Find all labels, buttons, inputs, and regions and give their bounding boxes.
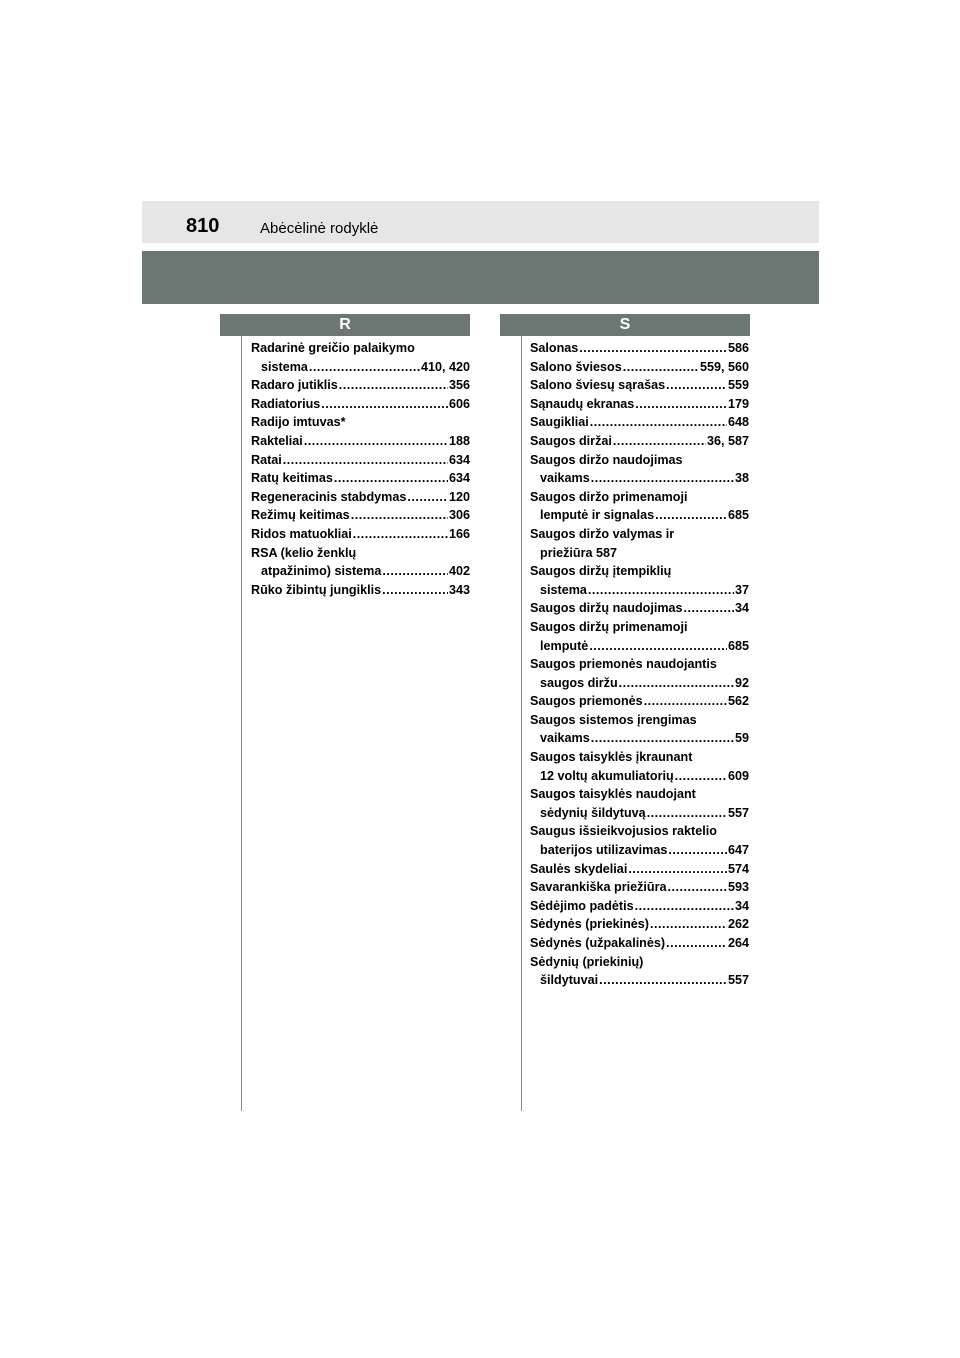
index-entry: [530, 413, 749, 432]
entry-page-number: 634: [448, 452, 470, 467]
entry-page-number: 343: [448, 582, 470, 597]
entry-leader-row: [530, 729, 749, 748]
index-entry: [251, 469, 470, 488]
leader-dots: [407, 488, 448, 507]
entry-page-number: 557: [727, 973, 749, 988]
entry-term: Salonas: [530, 341, 579, 355]
entry-leader-row: [530, 915, 749, 934]
index-entry: [251, 395, 470, 414]
entry-page-number: 36, 587: [706, 433, 749, 448]
entry-page-number: 120: [448, 489, 470, 504]
entry-term: saugos diržu: [540, 675, 618, 690]
leader-dots: [590, 413, 727, 432]
entry-leader-row: [530, 897, 749, 916]
entry-term: atpažinimo) sistema: [261, 564, 382, 579]
entry-term: šildytuvai: [540, 973, 599, 988]
leader-dots: [351, 506, 448, 525]
entry-leader-row: [251, 488, 470, 507]
index-entry: [530, 525, 749, 562]
index-entry: [530, 878, 749, 897]
entry-leader-row: [530, 971, 749, 990]
entry-text: priežiūra 587: [540, 545, 618, 560]
entry-term: Sėdynės (priekinės): [530, 917, 649, 932]
index-entry: [530, 432, 749, 451]
entry-page-number: 562: [727, 694, 749, 709]
leader-dots: [591, 469, 734, 488]
entry-term: lemputė: [540, 638, 589, 653]
index-entry: [251, 581, 470, 600]
index-entry: [251, 525, 470, 544]
entry-term: Saugos diržų naudojimas: [530, 601, 683, 616]
index-entry: [530, 897, 749, 916]
entry-leader-row: [530, 413, 749, 432]
entry-leader-row: [530, 358, 749, 377]
index-entry: [530, 488, 749, 525]
entry-leader-row: [530, 469, 749, 488]
entry-term: vaikams: [540, 471, 590, 486]
entry-page-number: 34: [734, 601, 749, 616]
entry-page-number: 92: [734, 675, 749, 690]
entry-leader-row: [251, 376, 470, 395]
index-entry: [530, 934, 749, 953]
entry-term: Ridos matuokliai: [251, 526, 352, 541]
leader-dots: [309, 358, 420, 377]
leader-dots: [647, 804, 727, 823]
entry-leader-row: [530, 376, 749, 395]
leader-dots: [675, 767, 727, 786]
leader-dots: [599, 971, 727, 990]
index-entry: [530, 358, 749, 377]
entry-text: Saugos diržo naudojimas: [530, 452, 683, 467]
column-rule-r: [241, 336, 242, 1111]
entry-page-number: 557: [727, 805, 749, 820]
index-column-r: [251, 339, 470, 599]
entry-page-number: 410, 420: [420, 359, 470, 374]
entry-text: Saugos priemonės naudojantis: [530, 657, 717, 672]
entry-leader-row: [251, 581, 470, 600]
section-letter-s: S: [500, 314, 750, 336]
entry-leader-row: [530, 878, 749, 897]
entry-page-number: 586: [727, 341, 749, 355]
leader-dots: [382, 581, 448, 600]
leader-dots: [321, 395, 448, 414]
entry-page-number: 37: [734, 582, 749, 597]
entry-leader-row: [530, 934, 749, 953]
index-entry: [530, 395, 749, 414]
entry-term: Regeneracinis stabdymas: [251, 489, 407, 504]
entry-term: Saugos diržai: [530, 433, 612, 448]
entry-term: Rakteliai: [251, 433, 303, 448]
entry-text: Radijo imtuvas*: [251, 415, 346, 430]
entry-text: Saugos taisyklės naudojant: [530, 787, 696, 802]
index-entry: [530, 655, 749, 692]
entry-leader-row: [530, 841, 749, 860]
entry-term: Saugos priemonės: [530, 694, 643, 709]
entry-term: Saugikliai: [530, 415, 589, 430]
index-entry: [530, 711, 749, 748]
leader-dots: [655, 506, 727, 525]
entry-term: Sąnaudų ekranas: [530, 396, 635, 411]
index-entry: [530, 376, 749, 395]
entry-term: 12 voltų akumuliatorių: [540, 768, 674, 783]
entry-text: Radarinė greičio palaikymo: [251, 341, 415, 355]
entry-term: lemputė ir signalas: [540, 508, 655, 523]
entry-page-number: 559: [727, 378, 749, 393]
leader-dots: [666, 376, 727, 395]
entry-page-number: 574: [727, 861, 749, 876]
entry-term: baterijos utilizavimas: [540, 843, 668, 858]
entry-term: Saulės skydeliai: [530, 861, 628, 876]
header-band: [142, 201, 819, 243]
entry-leader-row: [530, 339, 749, 358]
index-entry: [251, 376, 470, 395]
index-entry: [251, 432, 470, 451]
entry-page-number: 634: [448, 471, 470, 486]
entry-term: Radiatorius: [251, 396, 321, 411]
page-number: 810: [186, 215, 220, 237]
entry-page-number: 179: [727, 396, 749, 411]
entry-leader-row: [530, 767, 749, 786]
entry-page-number: 559, 560: [699, 359, 749, 374]
entry-leader-row: [530, 506, 749, 525]
index-entry: [530, 915, 749, 934]
leader-dots: [304, 432, 448, 451]
index-entry: [251, 451, 470, 470]
index-entry: [530, 785, 749, 822]
entry-term: Savarankiška priežiūra: [530, 880, 667, 895]
leader-dots: [628, 860, 727, 879]
entry-page-number: 59: [734, 731, 749, 746]
entry-term: Salono šviesų sąrašas: [530, 378, 666, 393]
entry-text: Saugus išsieikvojusios raktelio: [530, 824, 717, 839]
decorative-band: [142, 251, 819, 304]
section-letter-r: R: [220, 314, 470, 336]
entry-leader-row: [530, 860, 749, 879]
index-entry: [251, 506, 470, 525]
entry-text: Sėdynių (priekinių): [530, 954, 644, 969]
leader-dots: [635, 897, 734, 916]
index-entry: [530, 860, 749, 879]
entry-term: Sėdynės (užpakalinės): [530, 936, 666, 950]
entry-leader-row: [530, 692, 749, 711]
entry-term: Ratų keitimas: [251, 471, 333, 486]
leader-dots: [579, 339, 727, 358]
index-entry: [530, 618, 749, 655]
index-column-s: [530, 339, 749, 990]
leader-dots: [650, 915, 727, 934]
entry-leader-row: [251, 562, 470, 581]
entry-page-number: 356: [448, 378, 470, 393]
entry-term: sistema: [261, 359, 308, 374]
index-entry: [530, 599, 749, 618]
entry-leader-row: [251, 432, 470, 451]
column-rule-s: [521, 336, 522, 1111]
entry-text: Saugos diržų įtempiklių: [530, 564, 672, 579]
leader-dots: [666, 934, 727, 953]
entry-leader-row: [530, 432, 749, 451]
entry-term: Režimų keitimas: [251, 508, 350, 523]
entry-leader-row: [251, 395, 470, 414]
entry-page-number: 685: [727, 638, 749, 653]
entry-page-number: 38: [734, 471, 749, 486]
index-entry: [251, 413, 470, 432]
entry-page-number: 606: [448, 396, 470, 411]
leader-dots: [353, 525, 448, 544]
index-entry: [251, 544, 470, 581]
entry-term: sėdynių šildytuvą: [540, 805, 646, 820]
leader-dots: [339, 376, 448, 395]
entry-term: Sėdėjimo padėtis: [530, 898, 634, 913]
entry-leader-row: [530, 804, 749, 823]
entry-leader-row: [530, 637, 749, 656]
entry-text: Saugos taisyklės įkraunant: [530, 750, 693, 765]
leader-dots: [588, 581, 734, 600]
leader-dots: [589, 637, 727, 656]
leader-dots: [668, 841, 727, 860]
index-entry: [530, 748, 749, 785]
entry-page-number: 264: [727, 936, 749, 950]
index-entry: [530, 953, 749, 990]
leader-dots: [684, 599, 734, 618]
index-entry: [530, 562, 749, 599]
leader-dots: [635, 395, 727, 414]
entry-term: Radaro jutiklis: [251, 378, 338, 393]
entry-text: Saugos diržų primenamoji: [530, 619, 688, 634]
entry-page-number: 593: [727, 880, 749, 895]
leader-dots: [591, 729, 734, 748]
entry-page-number: 609: [727, 768, 749, 783]
entry-term: sistema: [540, 582, 587, 597]
chapter-title: Abėcėlinė rodyklė: [260, 220, 379, 237]
entry-page-number: 648: [727, 415, 749, 430]
index-entry: [530, 339, 749, 358]
leader-dots: [619, 674, 734, 693]
entry-text: Saugos sistemos įrengimas: [530, 712, 697, 727]
entry-leader-row: [251, 525, 470, 544]
entry-page-number: 402: [448, 564, 470, 579]
index-entry: [251, 339, 470, 376]
leader-dots: [283, 451, 448, 470]
leader-dots: [644, 692, 727, 711]
entry-leader-row: [530, 581, 749, 600]
entry-leader-row: [251, 506, 470, 525]
entry-page-number: 188: [448, 433, 470, 448]
entry-page-number: 34: [734, 898, 749, 913]
index-entry: [530, 822, 749, 859]
entry-term: Ratai: [251, 452, 282, 467]
entry-page-number: 262: [727, 917, 749, 932]
entry-leader-row: [530, 674, 749, 693]
entry-leader-row: [251, 358, 470, 377]
leader-dots: [623, 358, 699, 377]
entry-term: Rūko žibintų jungiklis: [251, 582, 382, 597]
entry-leader-row: [530, 395, 749, 414]
leader-dots: [613, 432, 706, 451]
entry-leader-row: [530, 599, 749, 618]
entry-page-number: 306: [448, 508, 470, 523]
entry-text: RSA (kelio ženklų: [251, 545, 357, 560]
leader-dots: [334, 469, 448, 488]
entry-leader-row: [251, 451, 470, 470]
entry-text: Saugos diržo valymas ir: [530, 526, 675, 541]
index-entry: [251, 488, 470, 507]
entry-page-number: 647: [727, 843, 749, 858]
entry-term: vaikams: [540, 731, 590, 746]
index-entry: [530, 451, 749, 488]
leader-dots: [668, 878, 727, 897]
entry-page-number: 166: [448, 526, 470, 541]
index-entry: [530, 692, 749, 711]
entry-text: Saugos diržo primenamoji: [530, 489, 688, 504]
entry-leader-row: [251, 469, 470, 488]
entry-term: Salono šviesos: [530, 359, 622, 374]
leader-dots: [382, 562, 448, 581]
entry-page-number: 685: [727, 508, 749, 523]
